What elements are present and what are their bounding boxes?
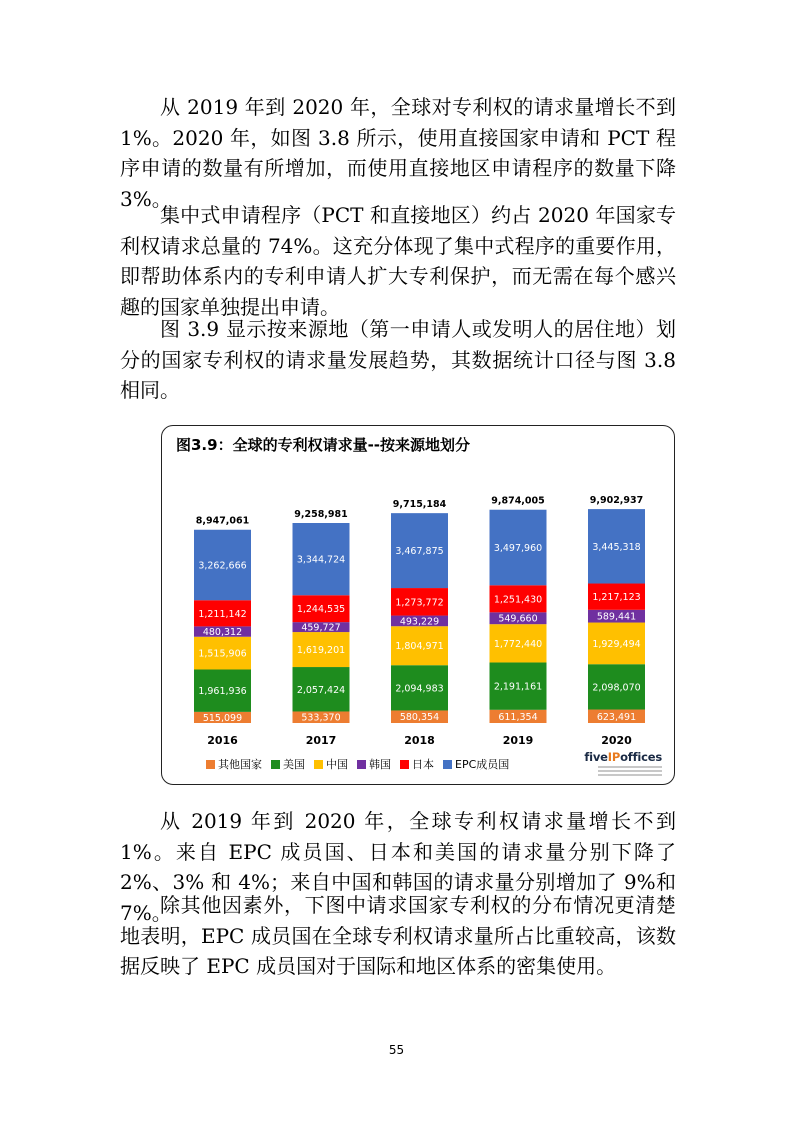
logo-decoration [584, 766, 662, 776]
data-label: 3,467,875 [395, 546, 444, 558]
data-label: 3,262,666 [198, 560, 247, 572]
paragraph-5: 除其他因素外，下图中请求国家专利权的分布情况更清楚地表明，EPC 成员国在全球专利权请求量所占比重较高，该数据反映了 EPC 成员国对于国际和地区体系的密集使用。 [120, 893, 676, 978]
legend-swatch [314, 760, 323, 769]
legend-label: EPC成员国 [455, 758, 510, 771]
chart-figure [161, 425, 675, 785]
paragraph-1: 从 2019 年到 2020 年，全球对专利权的请求量增长不到 1%。2020 年，如图 3.8 所示，使用直接国家申请和 PCT 程序申请的数量有所增加，而使用直接地区申请程序的数量下降 3%。 [120, 95, 676, 211]
data-label: 3,344,724 [296, 554, 346, 566]
stacked-bar-chart [162, 426, 675, 746]
page-number: 55 [388, 1043, 405, 1057]
data-label: 549,660 [498, 613, 538, 625]
data-label: 611,354 [498, 711, 538, 723]
logo-text-prefix: five [584, 750, 608, 764]
logo-text-suffix: offices [620, 750, 662, 764]
data-label: 2,098,070 [592, 682, 641, 694]
data-label: 580,354 [399, 712, 440, 724]
total-label: 8,947,061 [195, 515, 250, 527]
legend-swatch [206, 760, 215, 769]
total-label: 9,902,937 [589, 495, 644, 507]
data-label: 1,251,430 [493, 594, 543, 606]
legend-swatch [357, 760, 366, 769]
fiveipoffices-logo [584, 750, 662, 776]
data-label: 1,804,971 [395, 641, 444, 653]
legend-swatch [271, 760, 280, 769]
data-label: 1,273,772 [395, 597, 444, 609]
logo-text-accent: IP [607, 750, 621, 764]
legend-label: 其他国家 [218, 758, 262, 771]
total-label: 9,715,184 [392, 499, 447, 511]
data-label: 1,619,201 [296, 645, 346, 657]
data-label: 2,094,983 [395, 683, 444, 695]
data-label: 493,229 [399, 616, 440, 628]
paragraph-3: 图 3.9 显示按来源地（第一申请人或发明人的居住地）划分的国家专利权的请求量发展趋势，其数据统计口径与图 3.8 相同。 [120, 317, 676, 402]
data-label: 2,057,424 [296, 684, 346, 696]
legend-swatch [400, 760, 409, 769]
total-label: 9,258,981 [294, 509, 348, 521]
data-label: 623,491 [596, 711, 637, 723]
legend-label: 中国 [326, 758, 348, 771]
paragraph-4: 从 2019 年到 2020 年，全球专利权请求量增长不到 1%。来自 EPC 成员国、日本和美国的请求量分别下降了 2%、3% 和 4%；来自中国和韩国的请求量分别增加了 9%和 7%。 [120, 809, 676, 925]
legend-item [357, 756, 391, 772]
data-label: 1,515,906 [198, 648, 247, 660]
legend-label: 美国 [283, 758, 305, 771]
data-label: 3,497,960 [493, 542, 543, 554]
total-label: 9,874,005 [491, 495, 545, 507]
data-label: 459,727 [301, 622, 341, 634]
chart-title: 图3.9：全球的专利权请求量--按来源地划分 [176, 436, 471, 454]
data-label: 480,312 [202, 627, 243, 639]
legend-swatch [443, 760, 452, 769]
paragraph-2: 集中式申请程序（PCT 和直接地区）约占 2020 年国家专利权请求总量的 74%。这充分体现了集中式程序的重要作用，即帮助体系内的专利申请人扩大专利保护，而无需在每个感兴趣的国家单独提出申请。 [120, 203, 676, 319]
legend-label: 韩国 [369, 758, 391, 771]
data-label: 1,244,535 [296, 604, 346, 616]
data-label: 1,217,123 [592, 592, 641, 604]
data-label: 1,772,440 [493, 638, 543, 650]
legend-label: 日本 [412, 758, 434, 771]
x-tick-label: 2018 [404, 734, 435, 746]
data-label: 589,441 [596, 611, 637, 623]
x-tick-label: 2019 [502, 734, 534, 746]
x-tick-label: 2016 [207, 734, 238, 746]
x-tick-label: 2020 [601, 734, 632, 746]
data-label: 1,211,142 [198, 608, 247, 620]
data-label: 1,929,494 [592, 638, 641, 650]
chart-legend [206, 756, 509, 772]
legend-item [400, 756, 434, 772]
data-label: 515,099 [202, 712, 243, 724]
data-label: 1,961,936 [198, 686, 247, 698]
data-label: 3,445,318 [592, 541, 641, 553]
legend-item [271, 756, 305, 772]
data-label: 533,370 [301, 712, 341, 724]
x-tick-label: 2017 [305, 734, 337, 746]
data-label: 2,191,161 [493, 681, 543, 693]
legend-item [443, 756, 509, 772]
legend-item [206, 756, 262, 772]
legend-item [314, 756, 348, 772]
